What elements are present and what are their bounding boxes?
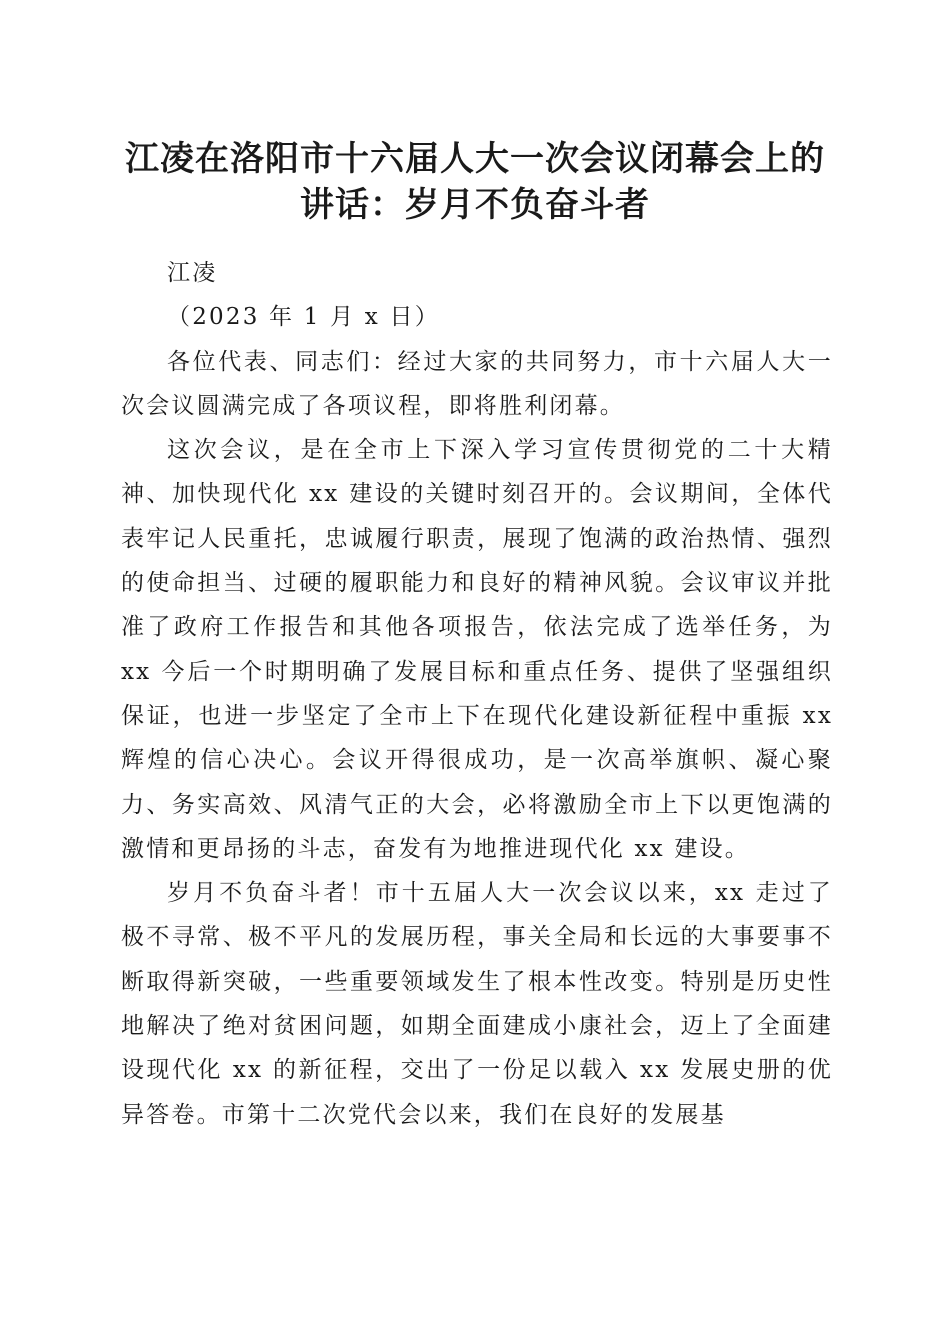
title-line-1: 江凌在洛阳市十六届人大一次会议闭幕会上的	[125, 139, 825, 179]
paragraph: 岁月不负奋斗者！市十五届人大一次会议以来，xx 走过了极不寻常、极不平凡的发展历程，事关全局和长远的大事要事不断取得新突破，一些重要领域发生了根本性改变。特别是历史性地解决了绝对贫困问题，如期全面建成小康社会，迈上了全面建设现代化 xx 的新征程，交出了一份足以载入 xx 发展史册的优异答卷。市第十二次党代会以来，我们在良好的发展基	[121, 880, 833, 1128]
document-body	[121, 251, 833, 1137]
document-title	[100, 136, 850, 228]
date-line: （2023 年 1 月 x 日）	[167, 304, 440, 331]
paragraph: 各位代表、同志们：经过大家的共同努力，市十六届人大一次会议圆满完成了各项议程，即将胜利闭幕。	[121, 348, 833, 419]
paragraph: 这次会议，是在全市上下深入学习宣传贯彻党的二十大精神、加快现代化 xx 建设的关键时刻召开的。会议期间，全体代表牢记人民重托，忠诚履行职责，展现了饱满的政治热情、强烈的使命担当、过硬的履职能力和良好的精神风貌。会议审议并批准了政府工作报告和其他各项报告，依法完成了选举任务，为 xx 今后一个时期明确了发展目标和重点任务、提供了坚强组织保证，也进一步坚定了全市上下在现代化建设新征程中重振 xx 辉煌的信心决心。会议开得很成功，是一次高举旗帜、凝心聚力、务实高效、风清气正的大会，必将激励全市上下以更饱满的激情和更昂扬的斗志，奋发有为地推进现代化 xx 建设。	[121, 437, 833, 862]
author-line: 江凌	[167, 260, 218, 286]
title-line-2: 讲话：岁月不负奋斗者	[300, 185, 650, 225]
